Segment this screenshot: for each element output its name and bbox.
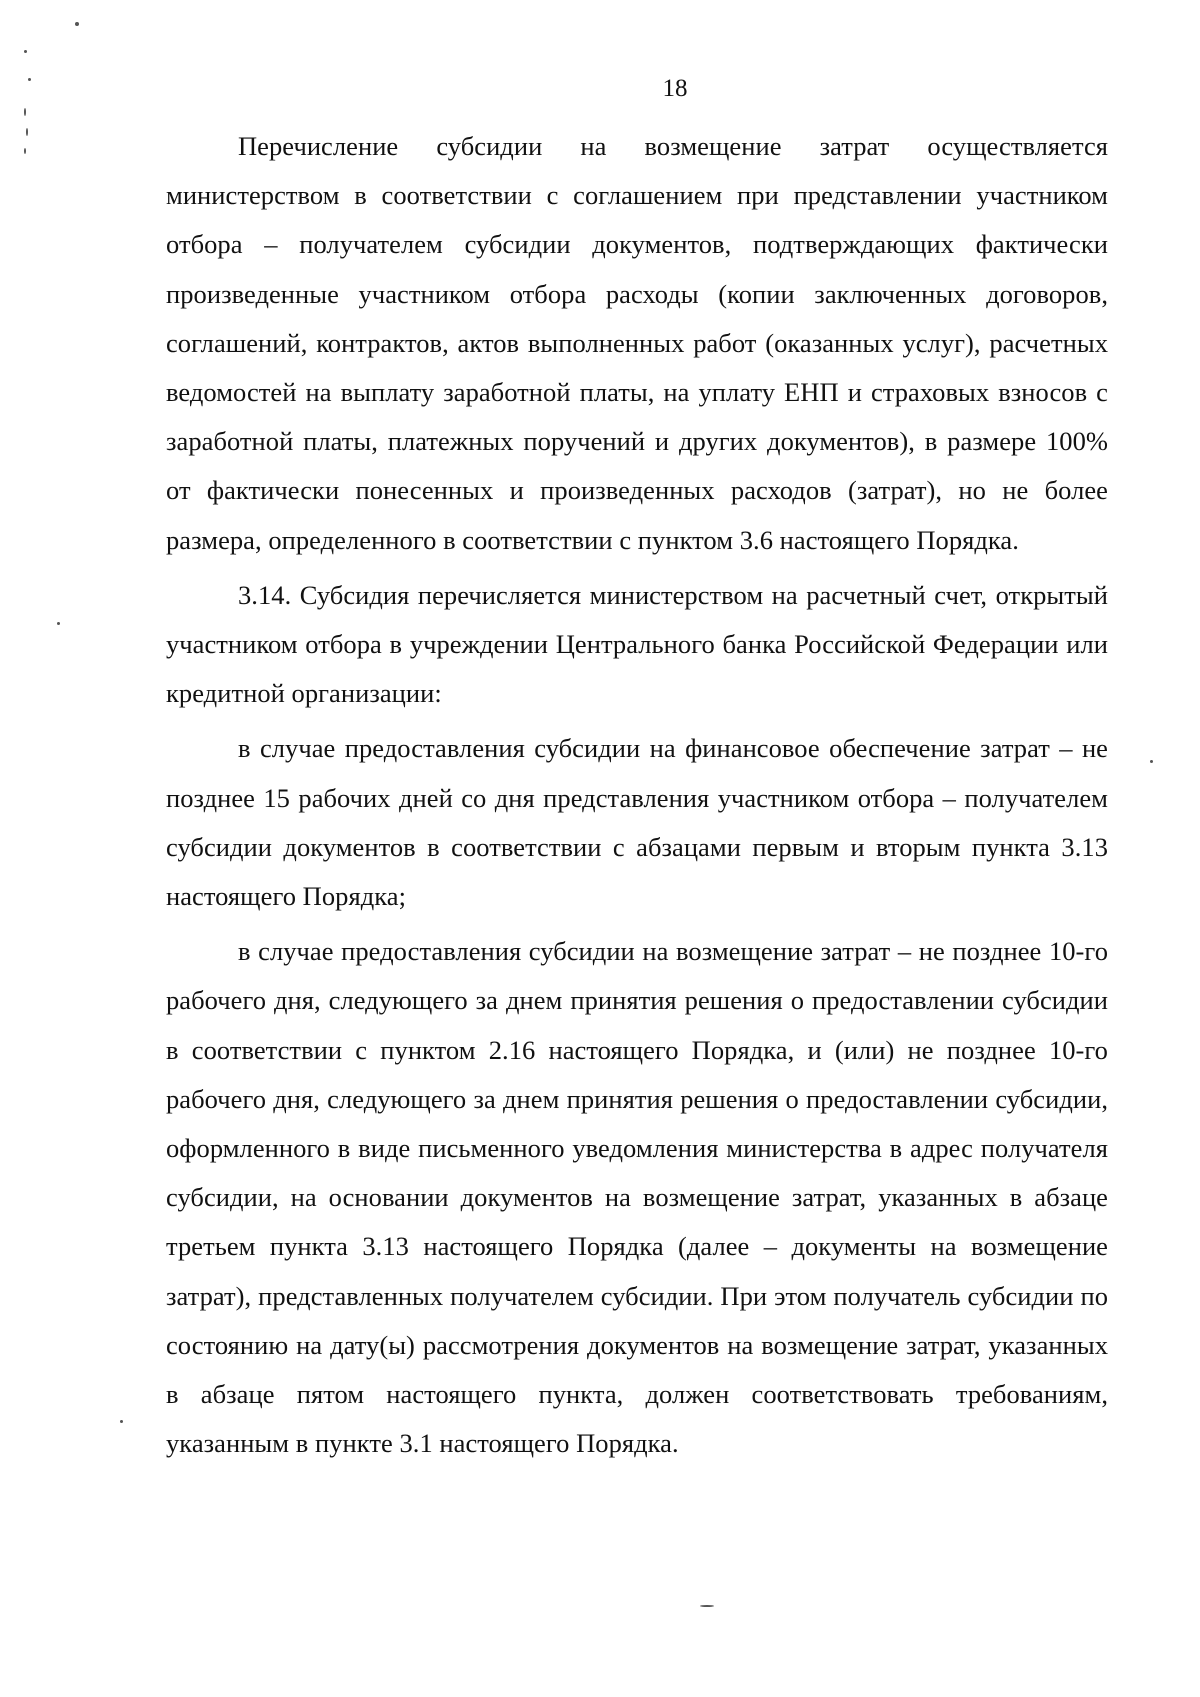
paragraph-3-14: 3.14. Субсидия перечисляется министерством на расчетный счет, открытый участником отбора в учреждении Центрального банка Российской Федерации или кредитной организации: [166, 579, 1108, 709]
document-body [166, 122, 1108, 1474]
scan-speck [700, 1605, 714, 1607]
scan-speck [1150, 760, 1153, 763]
scan-speck [57, 622, 60, 625]
scan-speck [24, 108, 26, 116]
scan-speck [26, 128, 28, 136]
scan-speck [28, 78, 31, 81]
scan-speck [24, 50, 27, 53]
paragraph-financial-support-case: в случае предоставления субсидии на финансовое обеспечение затрат – не позднее 15 рабочих дней со дня представления участником отбора – получателем субсидии документов в соответствии с абзацами первым и вторым пункта 3.13 настоящего Порядка; [166, 733, 1108, 912]
paragraph-reimbursement-transfer: Перечисление субсидии на возмещение затрат осуществляется министерством в соответствии с соглашением при представлении участником отбора – получателем субсидии документов, подтверждающих фактически произведенные участником отбора расходы (копии заключенных договоров, соглашений, контрактов, актов выполненных работ (оказанных услуг), расчетных ведомостей на выплату заработной платы, на уплату ЕНП и страховых взносов с заработной платы, платежных поручений и других документов), в размере 100% от фактически понесенных и произведенных расходов (затрат), но не более размера, определенного в соответствии с пунктом 3.6 настоящего Порядка. [166, 131, 1108, 555]
page-number: 18 [662, 75, 688, 102]
scan-speck [75, 22, 79, 26]
scan-speck [120, 1420, 123, 1423]
scan-speck [24, 148, 26, 154]
paragraph-reimbursement-case: в случае предоставления субсидии на возмещение затрат – не позднее 10-го рабочего дня, следующего за днем принятия решения о предоставлении субсидии в соответствии с пунктом 2.16 настоящего Порядка, и (или) не позднее 10-го рабочего дня, следующего за днем принятия решения о предоставлении субсидии, оформленного в виде письменного уведомления министерства в адрес получателя субсидии, на основании документов на возмещение затрат, указанных в абзаце третьем пункта 3.13 настоящего Порядка (далее – документы на возмещение затрат), представленных получателем субсидии. При этом получатель субсидии по состоянию на дату(ы) рассмотрения документов на возмещение затрат, указанных в абзаце пятом настоящего пункта, должен соответствовать требованиям, указанным в пункте 3.1 настоящего Порядка. [166, 936, 1108, 1459]
